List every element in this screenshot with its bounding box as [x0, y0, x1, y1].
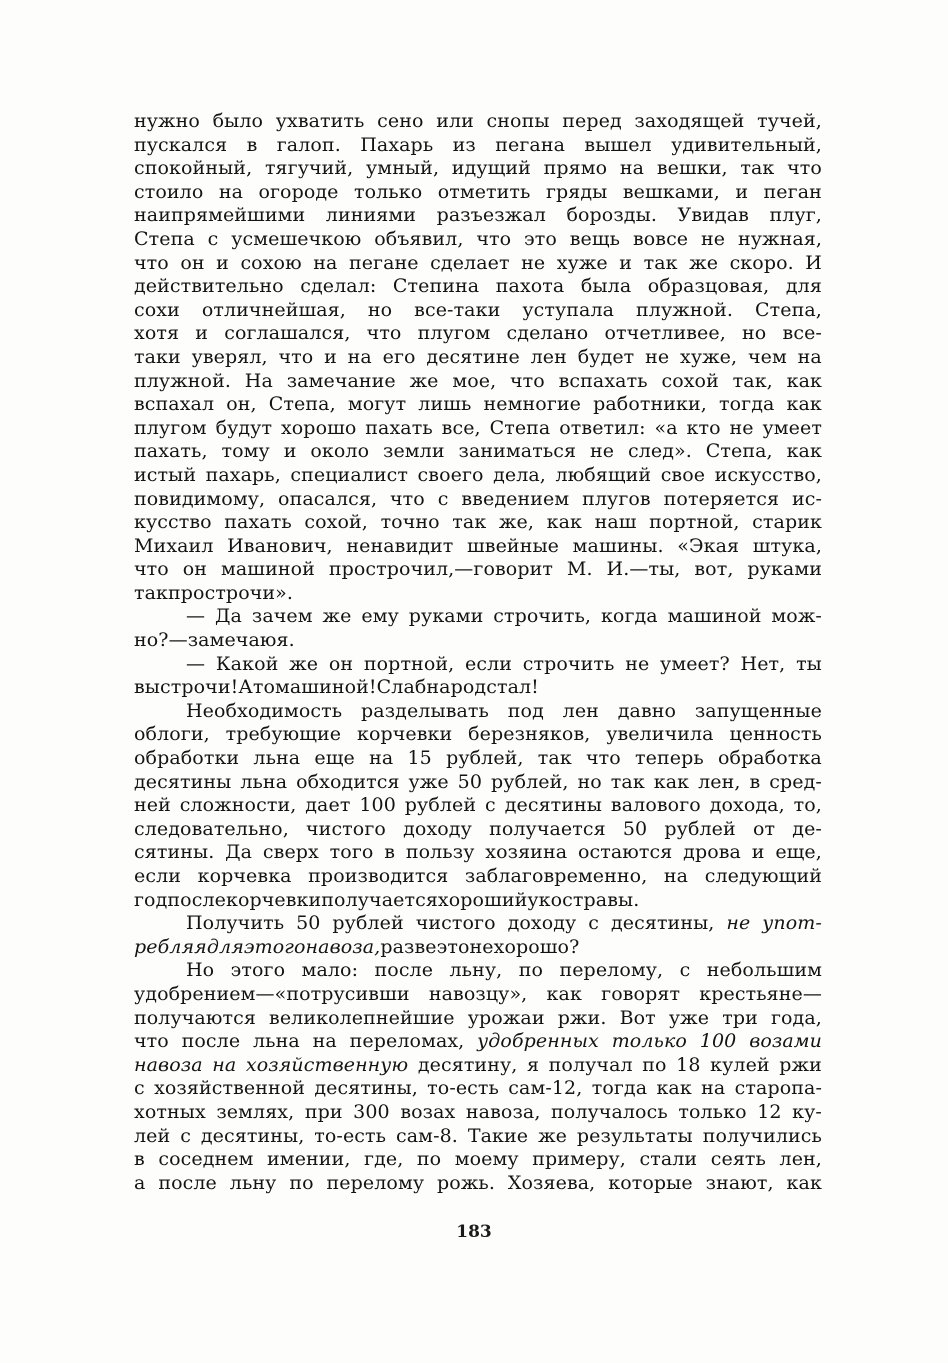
text-line: пахать, тому и около земли заниматься не след». Степа, как: [134, 440, 822, 463]
text-line: ребляя для этого навоза, разве это не хорошо?: [134, 935, 580, 958]
text-line: плугом будут хорошо пахать все, Степа ответил: «а кто не умеет: [134, 416, 822, 439]
text-line: хотных землях, при 300 возах навоза, получалось только 12 ку-: [134, 1100, 822, 1123]
text-line: удобрением—«потрусивши навозцу», как говорят крестьяне—: [134, 982, 822, 1005]
text-line: лей с десятины, то-есть сам-8. Такие же результаты получились: [134, 1124, 822, 1147]
text-line: но?—замечаю я.: [134, 629, 295, 652]
text-line: что после льна на переломах, удобренных только 100 возами: [134, 1030, 822, 1053]
text-line: наипрямейшими линиями разъезжал борозды. Увидав плуг,: [134, 204, 822, 227]
text-line: облоги, требующие корчевки березняков, увеличила ценность: [134, 723, 822, 746]
text-line: с хозяйственной десятины, то-есть сам-12, тогда как на старопа-: [134, 1077, 822, 1100]
text-line: спокойный, тягучий, умный, идущий прямо на вешки, так что: [134, 157, 822, 180]
page-number: 183: [456, 1222, 492, 1242]
text-line: обработки льна еще на 15 рублей, так что теперь обработка: [134, 747, 822, 770]
text-line: сятины. Да сверх того в пользу хозяина остаются дрова и еще,: [134, 841, 822, 864]
text-line: следовательно, чистого доходу получается 50 рублей от де-: [134, 817, 822, 840]
text-line: вспахал он, Степа, могут лишь немногие работники, тогда как: [134, 393, 822, 416]
text-line: что он машиной прострочил,—говорит М. И.—ты, вот, руками: [134, 558, 822, 581]
text-line: если корчевка производится заблаговременно, на следующий: [134, 865, 822, 887]
text-line: в соседнем имении, где, по моему примеру, стали сеять лен,: [134, 1148, 822, 1171]
text-line: действительно сделал: Степина пахота была образцовая, для: [134, 275, 822, 298]
text-line: истый пахарь, специалист своего дела, любящий свое искусство,: [134, 463, 822, 486]
text-line: так прострочи».: [134, 581, 294, 604]
body-text: [134, 110, 822, 1195]
text-line: Необходимость разделывать под лен давно запущенные: [186, 699, 822, 722]
text-line: — Какой же он портной, если строчить не умеет? Нет, ты: [186, 652, 822, 675]
text-line: сохи отличнейшая, но все-таки уступала плужной. Степа,: [134, 298, 822, 321]
text-line: навоза на хозяйственную десятину, я получал по 18 кулей ржи: [134, 1053, 822, 1076]
text-line: стоило на огороде только отметить гряды вешками, и пеган: [134, 180, 822, 203]
text-line: десятины льна обходится уже 50 рублей, но так как лен, в сред-: [134, 770, 822, 793]
text-line: Но этого мало: после льну, по перелому, с небольшим: [186, 959, 822, 982]
text-line: нужно было ухватить сено или снопы перед заходящей тучей,: [134, 110, 822, 132]
text-line: ней сложности, дает 100 рублей с десятины валового дохода, то,: [134, 794, 822, 817]
text-line: — Да зачем же ему руками строчить, когда машиной мож-: [186, 605, 822, 628]
text-line: а после льну по перелому рожь. Хозяева, которые знают, как: [134, 1171, 822, 1194]
text-line: пускался в галоп. Пахарь из пегана вышел удивительный,: [134, 133, 822, 156]
text-line: Михаил Иванович, ненавидит швейные машины. «Экая штука,: [134, 534, 822, 557]
text-line: плужной. На замечание же мое, что вспахать сохой так, как: [134, 369, 822, 392]
text-line: хотя и соглашался, что плугом сделано отчетливее, но все-: [134, 322, 822, 345]
text-line: что он и сохою на пегане сделает не хуже и так же скоро. И: [134, 251, 822, 274]
text-line: таки уверял, что и на его десятине лен будет не хуже, чем на: [134, 345, 822, 368]
text-line: кусство пахать сохой, точно так же, как наш портной, старик: [134, 511, 822, 534]
text-line: год после корчевки получается хороший укос травы.: [134, 888, 640, 911]
text-line: Степа с усмешечкою объявил, что это вещь вовсе не нужная,: [134, 227, 822, 250]
text-line: выстрочи! А то машиной! Слаб народ стал!: [134, 676, 539, 699]
text-line: Получить 50 рублей чистого доходу с десятины, не упот-: [186, 912, 822, 935]
text-line: получаются великолепнейшие урожаи ржи. Вот уже три года,: [134, 1006, 822, 1029]
text-line: повидимому, опасался, что с введением плугов потеряется ис-: [134, 487, 822, 510]
